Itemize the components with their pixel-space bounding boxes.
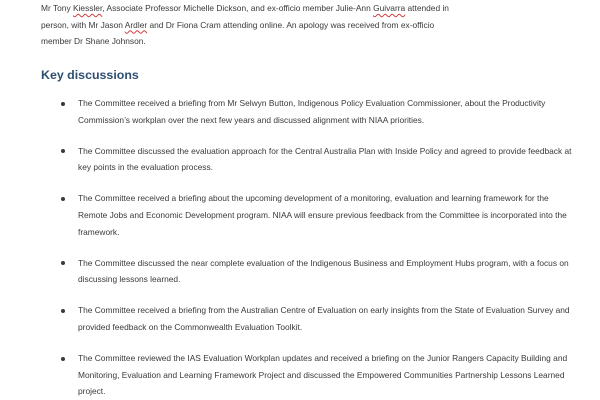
- list-item: [0, 190, 600, 240]
- text-segment: and Dr Fiona Cram attending online. An apology was received from ex-officio: [147, 19, 435, 30]
- list-item: [0, 350, 600, 400]
- misspelled-word: Guivarra: [373, 3, 406, 13]
- list-item-text: The Committee received a briefing from Mr Selwyn Button, Indigenous Policy Evaluation Commissioner, about the Productivity Commission’s workplan over the next few years and discussed alignment with NIAA priorities.: [78, 98, 546, 125]
- bullet-icon: [61, 102, 65, 106]
- bullet-icon: [61, 149, 65, 153]
- list-item-text: The Committee discussed the evaluation approach for the Central Australia Plan with Inside Policy and agreed to provide feedback at key points in the evaluation process.: [78, 145, 572, 173]
- list-item-text: The Committee discussed the near complete evaluation of the Indigenous Business and Employment Hubs program, with a focus on discussing lessons learned.: [78, 257, 569, 285]
- text-segment: , Associate Professor Michelle Dickson, and ex-officio member Julie-Ann: [102, 3, 374, 13]
- text-segment: attended in: [405, 3, 449, 13]
- bullet-icon: [61, 309, 65, 313]
- attendance-paragraph: [41, 0, 561, 50]
- list-item-text: The Committee received a briefing from the Australian Centre of Evaluation on early insights from the State of Evaluation Survey and provided feedback on the Commonwealth Evaluation Toolkit.: [78, 305, 570, 332]
- list-item: [0, 143, 600, 176]
- bullet-icon: [61, 197, 65, 201]
- key-discussions-list: [0, 95, 600, 400]
- list-item: [0, 302, 600, 335]
- list-item: [0, 95, 600, 128]
- attendance-line-3: member Dr Shane Johnson.: [41, 36, 146, 47]
- attendance-line-2: [41, 17, 561, 34]
- attendance-line-1: [41, 0, 561, 17]
- misspelled-word: Kiessler: [72, 3, 103, 13]
- misspelled-word: Ardler: [124, 19, 148, 30]
- section-heading: Key discussions: [41, 68, 139, 82]
- text-segment: person, with Mr Jason: [41, 19, 125, 30]
- bullet-icon: [61, 261, 65, 265]
- list-item: [0, 255, 600, 288]
- list-item-text: The Committee reviewed the IAS Evaluation Workplan updates and received a briefing on the Junior Rangers Capacity Building and Monitoring, Evaluation and Learning Framework Project and discussed the Empowered Communities Partnership Lessons Learned project.: [78, 353, 568, 397]
- text-segment: Mr Tony: [41, 3, 73, 13]
- list-item-text: The Committee received a briefing about the upcoming development of a monitoring, evaluation and learning framework for the Remote Jobs and Economic Development program. NIAA will ensure previous feedback from the Committee is incorporated into the framework.: [78, 193, 567, 237]
- bullet-icon: [61, 357, 65, 361]
